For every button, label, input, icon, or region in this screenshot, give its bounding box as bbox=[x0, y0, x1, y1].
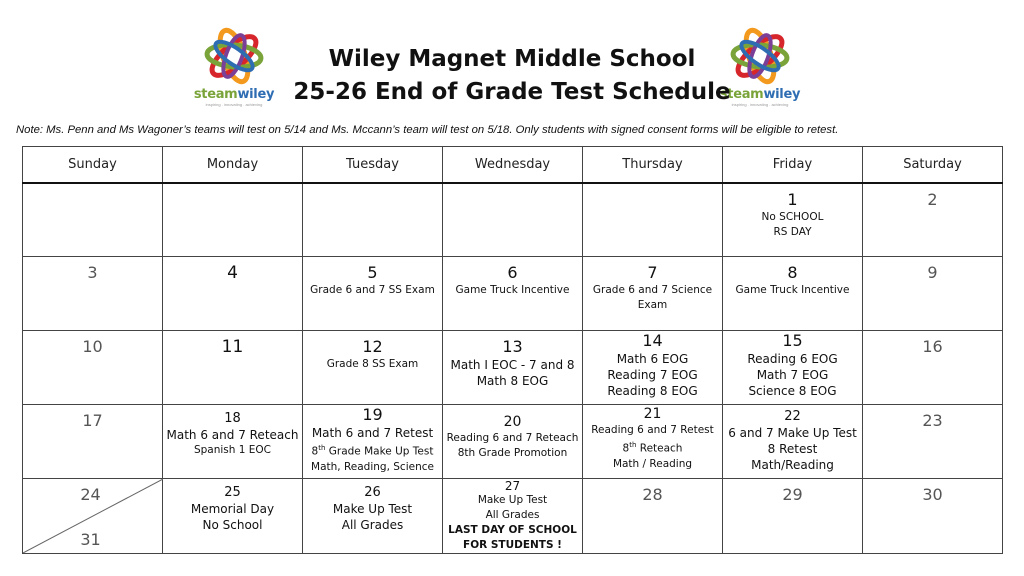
day-event: No School bbox=[202, 518, 263, 532]
day-event: 8th Grade Make Up Test bbox=[311, 444, 434, 458]
day-number: 31 bbox=[80, 530, 101, 549]
day-number: 2 bbox=[927, 189, 938, 209]
logo-tagline: inspiring . innovating . achieving bbox=[205, 102, 263, 107]
day-number: 27 bbox=[504, 479, 521, 493]
day-event: Make Up Test bbox=[477, 494, 548, 506]
day-event: Game Truck Incentive bbox=[735, 284, 850, 296]
week-row bbox=[23, 405, 1003, 479]
day-cell-empty bbox=[163, 183, 303, 257]
day-number: 15 bbox=[782, 331, 803, 350]
day-cell-empty bbox=[443, 183, 583, 257]
day-number: 24 bbox=[80, 485, 101, 504]
day-event: Grade 6 and 7 Science bbox=[592, 284, 713, 296]
day-cell bbox=[23, 331, 163, 405]
day-event: Science 8 EOG bbox=[748, 384, 837, 398]
day-cell-empty bbox=[583, 183, 723, 257]
day-event: 6 and 7 Make Up Test bbox=[728, 426, 857, 440]
weekday-header: Saturday bbox=[863, 147, 1003, 183]
day-event: Math 6 and 7 Retest bbox=[311, 426, 434, 440]
day-number: 1 bbox=[787, 189, 798, 209]
day-cell-empty bbox=[23, 183, 163, 257]
weekday-header: Monday bbox=[163, 147, 303, 183]
day-event: 8th Reteach bbox=[622, 441, 683, 455]
day-cell bbox=[303, 405, 443, 479]
day-event: Math 6 and 7 Reteach bbox=[166, 428, 299, 442]
weekday-header: Wednesday bbox=[443, 147, 583, 183]
day-number: 17 bbox=[82, 411, 103, 430]
day-cell bbox=[443, 405, 583, 479]
day-event: Math 6 EOG bbox=[616, 352, 689, 366]
weekday-header: Thursday bbox=[583, 147, 723, 183]
day-number: 5 bbox=[367, 263, 378, 282]
weekday-header-row bbox=[23, 147, 1003, 183]
day-event: RS DAY bbox=[773, 225, 812, 238]
day-number: 13 bbox=[502, 337, 523, 356]
day-number: 14 bbox=[642, 331, 663, 350]
day-event: LAST DAY OF SCHOOL bbox=[448, 524, 577, 536]
day-event: Math, Reading, Science bbox=[311, 460, 434, 473]
day-event: Grade 6 and 7 SS Exam bbox=[310, 284, 435, 296]
page-subtitle: 25-26 End of Grade Test Schedule bbox=[293, 79, 731, 105]
week-row bbox=[23, 257, 1003, 331]
day-cell bbox=[583, 331, 723, 405]
weekday-header: Tuesday bbox=[303, 147, 443, 183]
day-number: 29 bbox=[782, 485, 803, 504]
day-cell bbox=[723, 331, 863, 405]
day-cell bbox=[443, 479, 583, 554]
day-event: All Grades bbox=[341, 518, 404, 532]
day-number: 25 bbox=[224, 485, 241, 500]
day-cell bbox=[723, 405, 863, 479]
day-event: Exam bbox=[637, 299, 668, 311]
logo-tagline: inspiring . innovating . achieving bbox=[731, 102, 789, 107]
day-event: Math/Reading bbox=[751, 458, 834, 472]
day-cell bbox=[583, 257, 723, 331]
day-event: Math 8 EOG bbox=[476, 374, 549, 388]
weekday-header: Sunday bbox=[23, 147, 163, 183]
day-cell bbox=[303, 479, 443, 554]
day-event: FOR STUDENTS ! bbox=[463, 539, 562, 551]
day-number: 19 bbox=[362, 405, 383, 424]
day-cell bbox=[163, 257, 303, 331]
day-number: 18 bbox=[224, 411, 241, 426]
day-cell bbox=[583, 405, 723, 479]
day-cell bbox=[443, 257, 583, 331]
day-cell bbox=[23, 257, 163, 331]
day-cell-empty bbox=[303, 183, 443, 257]
logo-wordmark: steamwiley bbox=[193, 87, 275, 102]
weekday-header: Friday bbox=[723, 147, 863, 183]
week-row bbox=[23, 183, 1003, 257]
day-event: All Grades bbox=[485, 509, 540, 521]
page-title: Wiley Magnet Middle School bbox=[328, 46, 696, 72]
day-event: Grade 8 SS Exam bbox=[326, 358, 419, 370]
day-event: Reading 8 EOG bbox=[607, 384, 698, 398]
day-cell bbox=[303, 331, 443, 405]
day-number: 3 bbox=[87, 263, 98, 282]
day-number: 4 bbox=[227, 263, 238, 283]
day-number: 30 bbox=[922, 485, 943, 504]
day-number: 22 bbox=[784, 409, 801, 424]
day-cell bbox=[723, 183, 863, 257]
day-cell bbox=[163, 479, 303, 554]
day-number: 26 bbox=[364, 485, 381, 500]
day-event: 8 Retest bbox=[767, 442, 818, 456]
week-row bbox=[23, 331, 1003, 405]
day-number: 21 bbox=[643, 406, 662, 422]
day-number: 11 bbox=[221, 337, 244, 357]
day-event: Game Truck Incentive bbox=[455, 284, 570, 296]
day-event: Make Up Test bbox=[332, 502, 413, 516]
schedule-note: Note: Ms. Penn and Ms Wagoner’s teams will test on 5/14 and Ms. Mccann’s team will test on 5/18. Only students with signed consent forms will be eligible to retest. bbox=[16, 124, 839, 136]
day-cell-split bbox=[23, 479, 163, 554]
day-number: 23 bbox=[922, 411, 943, 430]
day-number: 9 bbox=[927, 263, 938, 282]
day-number: 20 bbox=[503, 414, 522, 430]
day-number: 16 bbox=[922, 337, 943, 356]
day-cell bbox=[863, 257, 1003, 331]
day-event: Reading 7 EOG bbox=[607, 368, 698, 382]
day-cell bbox=[163, 405, 303, 479]
day-cell bbox=[723, 257, 863, 331]
day-event: Reading 6 and 7 Retest bbox=[591, 424, 714, 436]
day-cell bbox=[23, 405, 163, 479]
day-number: 12 bbox=[362, 337, 383, 356]
day-cell bbox=[863, 479, 1003, 554]
day-event: Math / Reading bbox=[612, 457, 693, 470]
day-number: 6 bbox=[507, 263, 518, 282]
day-cell bbox=[303, 257, 443, 331]
day-cell bbox=[863, 331, 1003, 405]
day-cell bbox=[863, 405, 1003, 479]
day-event: No SCHOOL bbox=[761, 210, 824, 223]
day-number: 28 bbox=[642, 485, 663, 504]
day-cell bbox=[863, 183, 1003, 257]
calendar-grid bbox=[22, 146, 1003, 554]
day-cell bbox=[443, 331, 583, 405]
day-number: 10 bbox=[82, 337, 103, 356]
day-event: Math 7 EOG bbox=[756, 368, 829, 382]
day-cell bbox=[723, 479, 863, 554]
day-event: Reading 6 EOG bbox=[747, 352, 838, 366]
day-number: 8 bbox=[787, 263, 798, 282]
day-cell bbox=[163, 331, 303, 405]
day-cell bbox=[583, 479, 723, 554]
day-event: 8th Grade Promotion bbox=[457, 447, 568, 459]
day-event: Spanish 1 EOC bbox=[193, 444, 272, 456]
day-event: Math I EOC - 7 and 8 bbox=[450, 358, 575, 372]
week-row bbox=[23, 479, 1003, 554]
day-event: Memorial Day bbox=[190, 502, 275, 516]
day-event: Reading 6 and 7 Reteach bbox=[446, 432, 579, 444]
day-number: 7 bbox=[647, 263, 658, 282]
logo-wordmark: steamwiley bbox=[719, 87, 801, 102]
